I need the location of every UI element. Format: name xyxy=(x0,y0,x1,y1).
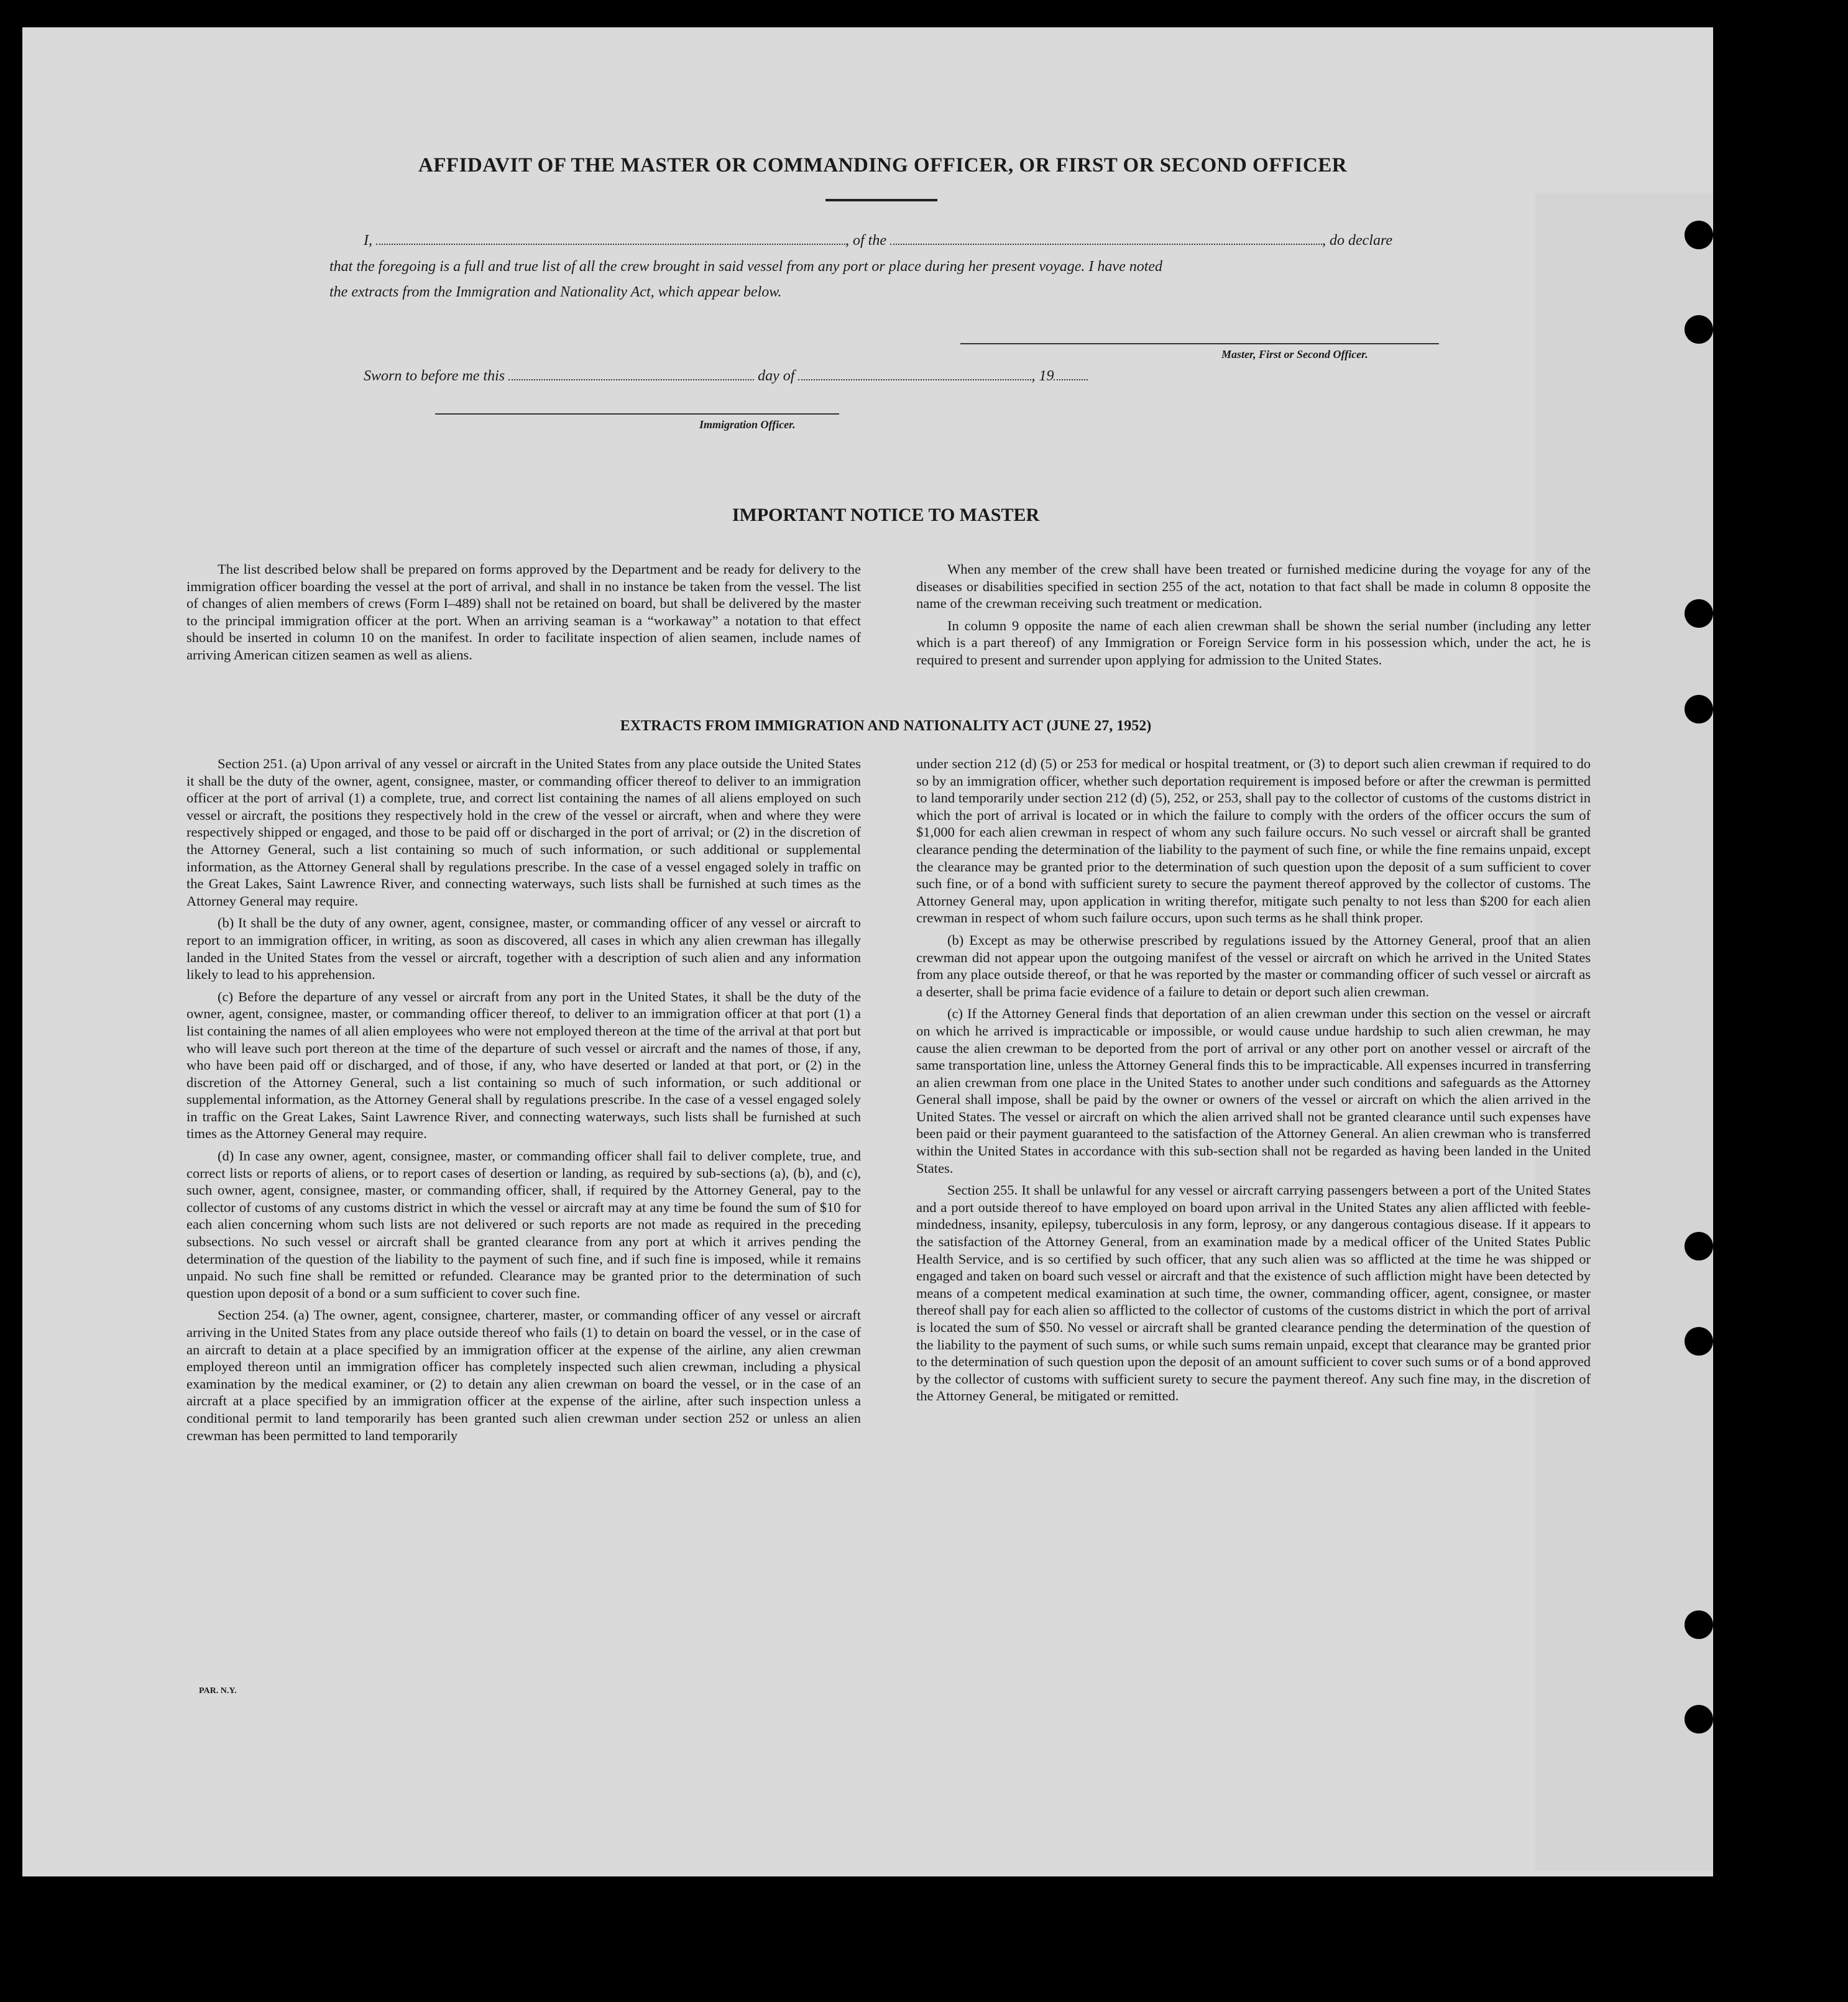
declare-label: , do declare xyxy=(1322,232,1393,249)
section-251a: Section 251. (a) Upon arrival of any vessel or aircraft in the United States from any place outside the United States it shall be the duty of the owner, agent, consignee, master, or commanding officer thereof to deliver to an immigration officer at the port of arrival (1) a complete, true, and correct list containing the names of all aliens employed on such vessel or aircraft, the positions they respectively hold in the crew of the vessel or aircraft, when and where they were respectively shipped or engaged, and those to be paid off or discharged in the port of arrival; or (2) in the discretion of the Attorney General, such a list containing so much of such information, or such additional or supplemental information, as the Attorney General shall by regulations prescribe. In the case of a vessel engaged solely in traffic on the Great Lakes, Saint Lawrence River, and connecting waterways, such lists shall be furnished at such times as the Attorney General may require. xyxy=(186,756,861,909)
notice-title: IMPORTANT NOTICE TO MASTER xyxy=(732,505,1040,525)
year-label: , 19 xyxy=(1031,368,1054,384)
extracts-right-column xyxy=(916,755,1591,1410)
officer-signature-label: Immigration Officer. xyxy=(699,418,796,431)
notice-right-paragraph-1: When any member of the crew shall have been treated or furnished medicine during the voyage for any of the diseases or disabilities specified in section 255 of the act, notation to that fact shall be made in column 8 opposite the name of the crewman receiving such treatment or medication. xyxy=(916,561,1591,612)
section-251b: (b) It shall be the duty of any owner, agent, consignee, master, or commanding officer of any vessel or aircraft to report to an immigration officer, in writing, as soon as discovered, all cases in which any alien crewman has illegally landed in the United States from the vessel or aircraft, together with a description of such alien and any information likely to lead to his apprehension. xyxy=(186,915,861,983)
binder-hole xyxy=(1685,599,1713,628)
binder-hole xyxy=(1685,695,1713,723)
notice-right-column xyxy=(916,561,1591,674)
section-255: Section 255. It shall be unlawful for any vessel or aircraft carrying passengers between a port of the United States and a port outside thereof to have employed on board upon arrival in the United States any alien afflicted with feeble-mindedness, insanity, epilepsy, tuberculosis in any form, leprosy, or any dangerous contagious disease. If it appears to the satisfaction of the Attorney General, from an examination made by a medical officer of the United States Public Health Service, and is so certified by such officer, that any such alien was so afflicted at the time he was shipped or engaged and taken on board such vessel or aircraft and that the existence of such affliction might have been detected by means of a competent medical examination at such time, the owner, commanding officer, agent, consignee, or master thereof shall pay for each alien so afflicted to the collector of customs of the customs district in which the port of arrival is located the sum of $50. No vessel or aircraft shall be granted clearance pending the determination of the question of the liability to the payment of such sums, or while such sums remain unpaid, except that clearance may be granted prior to the determination of such question upon the deposit of an amount sufficient to cover such sums or of a bond approved by the collector of customs with sufficient surety to secure the payment thereof. Any such fine may, in the discretion of the Attorney General, be mitigated or remitted. xyxy=(916,1182,1591,1404)
title-underline xyxy=(825,199,937,201)
printer-mark: PAR. N.Y. xyxy=(199,1686,237,1696)
extracts-title: EXTRACTS FROM IMMIGRATION AND NATIONALITY ACT (JUNE 27, 1952) xyxy=(620,718,1152,734)
day-of-label: day of xyxy=(758,368,795,384)
notice-right-paragraph-2: In column 9 opposite the name of each alien crewman shall be shown the serial number (including any letter which is a part thereof) of any Immigration or Foreign Service form in his possession which, under the act, he is required to present and surrender upon applying for admission to the United States. xyxy=(916,617,1591,668)
binder-hole xyxy=(1685,1610,1713,1639)
section-254b: (b) Except as may be otherwise prescribed by regulations issued by the Attorney General, proof that an alien crewman did not appear upon the outgoing manifest of the vessel or aircraft on which he arrived in the United States from any place outside thereof, or that he was reported by the master or commanding officer of such vessel or aircraft as a deserter, shall be prima facie evidence of a failure to detain or deport such alien crewman. xyxy=(916,932,1591,999)
master-signature-line[interactable] xyxy=(960,343,1439,344)
section-251d: (d) In case any owner, agent, consignee, master, or commanding officer shall fail to deliver complete, true, and correct lists or reports of aliens, or to report cases of desertion or landing, as required by sub-sections (a), (b), and (c), such owner, agent, consignee, master, or commanding officer, shall, if required by the Attorney General, pay to the collector of customs of any customs district in which the vessel or aircraft may at any time be found the sum of $10 for each alien concerning whom such lists are not delivered or such reports are not made as required in the preceding subsections. No such vessel or aircraft shall be granted clearance from any port at which it arrives pending the determination of the question of the liability to the payment of such fine, and if such fine is imposed, while it remains unpaid. No such fine shall be remitted or refunded. Clearance may be granted prior to the determination of such question upon deposit of a bond or a sum sufficient to cover such fine. xyxy=(186,1148,861,1301)
affidavit-line-1: that the foregoing is a full and true list of all the crew brought in said vessel from any port or place during her present voyage. I have noted xyxy=(329,259,1163,275)
section-254c: (c) If the Attorney General finds that deportation of an alien crewman under this section on the vessel or aircraft on which he arrived is impracticable or impossible, or would cause undue hardship to such alien crewman, he may cause the alien crewman to be deported from the port of arrival or any other port on another vessel or aircraft of the same transportation line, unless the Attorney General finds this to be impracticable. All expenses incurred in transferring an alien crewman from one place in the United States to another under such conditions and safeguards as the Attorney General shall impose, shall be paid by the owner or owners of the vessel or aircraft on which the alien arrived in the United States. The vessel or aircraft on which the alien arrived shall not be granted clearance until such expenses have been paid or their payment guaranteed to the satisfaction of the Attorney General. An alien crewman who is transferred within the United States in accordance with this sub-section shall not be regarded as having been landed in the United States. xyxy=(916,1006,1591,1176)
binder-hole xyxy=(1685,315,1713,344)
extracts-left-column xyxy=(186,755,861,1449)
section-254a: Section 254. (a) The owner, agent, consignee, charterer, master, or commanding officer of any vessel or aircraft arriving in the United States from any place outside thereof who fails (1) to detain on board the vessel, or in the case of an aircraft to detain at a place specified by an immigration officer at the expense of the airline, any alien crewman employed thereon until an immigration officer has completely inspected such alien crewman, including a physical examination by the medical examiner, or (2) to detain any alien crewman on board the vessel, or in the case of an aircraft at a place specified by an immigration officer at the expense of the airline, after such inspection unless a conditional permit to land temporarily has been granted such alien crewman under section 252 or unless an alien crewman has been permitted to land temporarily xyxy=(186,1307,861,1443)
year-blank[interactable] xyxy=(1054,367,1088,380)
sworn-label: Sworn to before me this xyxy=(364,368,505,384)
binder-hole xyxy=(1685,1232,1713,1260)
affidavit-title: AFFIDAVIT OF THE MASTER OR COMMANDING OFFICER, OR FIRST OR SECOND OFFICER xyxy=(418,154,1348,177)
sworn-row xyxy=(364,367,1234,385)
vessel-blank[interactable] xyxy=(890,231,1322,245)
affidavit-declaration-row xyxy=(364,231,1483,249)
notice-left-column xyxy=(186,561,861,669)
day-blank[interactable] xyxy=(508,367,754,380)
notice-left-paragraph: The list described below shall be prepared on forms approved by the Department and be ready for delivery to the immigration officer boarding the vessel at the port of arrival, and shall in no instance be taken from the vessel. The list of changes of alien members of crews (Form I–489) shall not be retained on board, but shall be delivered by the master to the principal immigration officer at the port. When an arriving seaman is a “workaway” a notation to that effect should be inserted in column 10 on the manifest. In order to facilitate inspection of alien seamen, include names of arriving American citizen seamen as well as aliens. xyxy=(186,561,861,663)
month-blank[interactable] xyxy=(798,367,1031,380)
officer-signature-line[interactable] xyxy=(435,413,839,415)
master-signature-label: Master, First or Second Officer. xyxy=(1221,348,1368,360)
binder-hole xyxy=(1685,1327,1713,1356)
of-the-label: , of the xyxy=(845,232,886,249)
i-label: I, xyxy=(364,232,372,249)
section-251c: (c) Before the departure of any vessel or aircraft from any port in the United States, it shall be the duty of the owner, agent, consignee, master, or commanding officer thereof, to deliver to an immigration officer at that port (1) a list containing the names of all alien employees who were not employed thereon at the time of the arrival at that port but who will leave such port thereon at the time of the departure of such vessel or aircraft and the names of those, if any, who have been paid off or discharged, and of those, if any, who have deserted or landed at that port, or (2) in the discretion of the Attorney General, such a list containing so much of such information, or such additional or supplemental information, as the Attorney General shall by regulations prescribe. In the case of a vessel engaged solely in traffic on the Great Lakes, Saint Lawrence River, and connecting waterways, such lists shall be furnished at such times as the Attorney General may require. xyxy=(186,988,861,1142)
binder-hole xyxy=(1685,1705,1713,1733)
binder-hole xyxy=(1685,221,1713,249)
name-blank[interactable] xyxy=(376,231,845,245)
affidavit-line-2: the extracts from the Immigration and Nationality Act, which appear below. xyxy=(329,284,782,300)
section-254a-continued: under section 212 (d) (5) or 253 for medical or hospital treatment, or (3) to deport such alien crewman if required to do so by an immigration officer, whether such deportation requirement is imposed before or after the crewman is permitted to land temporarily under section 212 (d) (5), 252, or 253, shall pay to the collector of customs of the customs district in which the port of arrival is located or in which the failure to comply with the orders of the officer occurs the sum of $1,000 for each alien crewman in respect of whom any such failure occurs. No such vessel or aircraft shall be granted clearance pending the determination of the liability to the payment of such fine, or while the fine remains unpaid, except the clearance may be granted prior to the determination of such question upon the deposit of a sum sufficient to cover such fine, or of a bond with sufficient surety to secure the payment thereof approved by the collector of customs. The Attorney General may, upon application in writing therefor, mitigate such penalty to not less than $200 for each alien crewman in respect of whom such failure occurs, upon such terms as he shall think proper. xyxy=(916,756,1591,926)
